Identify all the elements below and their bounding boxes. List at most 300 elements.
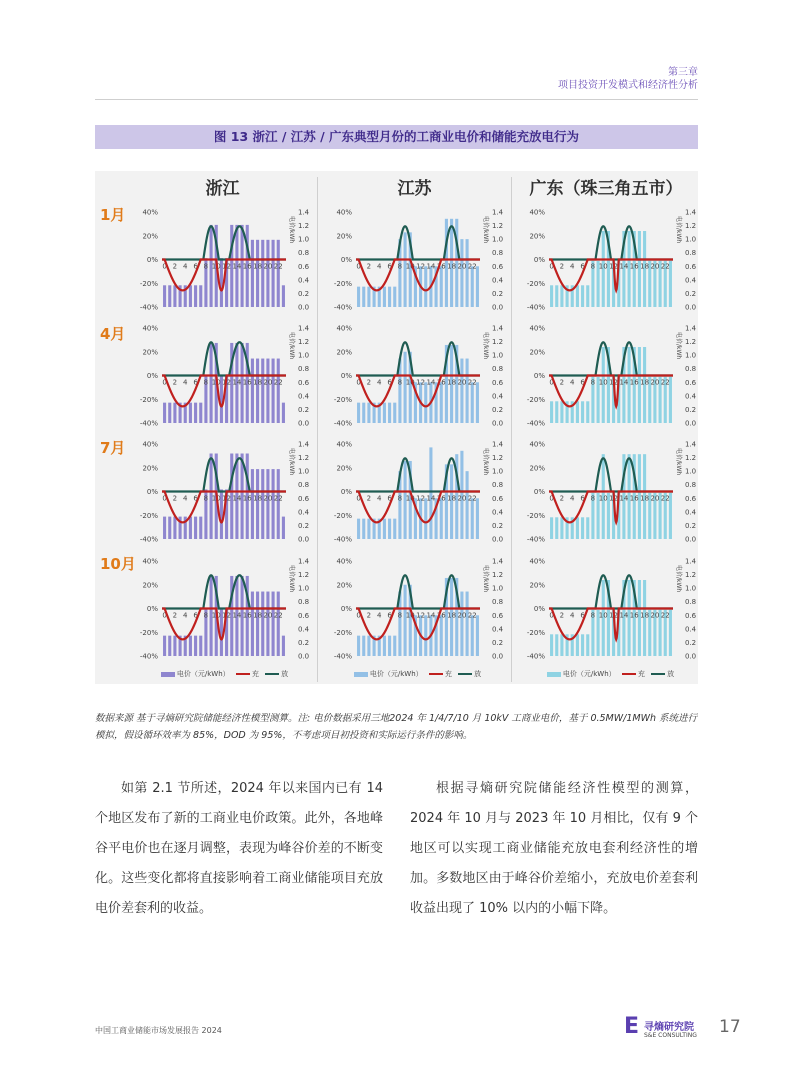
price-bar [440, 382, 443, 423]
y-right-tick-label: 1.2 [298, 338, 310, 347]
y-right-tick-label: 1.0 [298, 235, 310, 244]
discharge-line [549, 342, 673, 375]
y-right-tick-label: 0.2 [298, 638, 310, 647]
price-bar [282, 636, 285, 656]
price-bar [424, 615, 427, 656]
y-right-tick-label: 1.4 [685, 440, 697, 449]
price-bar [581, 517, 584, 539]
price-bar [261, 592, 264, 656]
x-tick-label: 18 [447, 378, 457, 387]
x-tick-label: 10 [598, 611, 608, 620]
y-left-tick-label: -20% [526, 279, 545, 288]
legend-price-swatch [354, 672, 368, 677]
paragraph-text: 根据寻熵研究院储能经济性模型的测算，2024 年 10 月与 2023 年 10 月相比，仅有 9 个地区可以实现工商业储能充放电套利经济性的增加。多数地区由于峰谷价差缩小，充放电价差套利收益出现了 10% 以内的小幅下降。 [410, 781, 698, 916]
y-left-tick-label: -40% [526, 535, 545, 544]
y-left-tick-label: 0% [533, 256, 545, 264]
page-number: 17 [719, 1017, 741, 1037]
price-bar [256, 240, 259, 307]
x-tick-label: 14 [232, 494, 242, 503]
y-right-tick-label: 0.6 [685, 494, 697, 503]
y-right-tick-label: 0.2 [298, 405, 310, 414]
x-tick-label: 20 [650, 611, 660, 620]
legend-guangdong [511, 669, 706, 679]
y-left-tick-label: -40% [333, 419, 352, 428]
y-left-tick-label: -40% [139, 535, 158, 544]
legend-discharge-label: 放 [474, 670, 482, 678]
price-bar [277, 592, 280, 656]
y-left-tick-label: 20% [142, 232, 158, 241]
y-left-tick-label: -20% [333, 628, 352, 637]
y-right-tick-label: 0.0 [492, 652, 504, 661]
legend-charge-swatch [622, 673, 636, 675]
x-tick-label: 0 [162, 262, 167, 271]
y-left-tick-label: 40% [529, 557, 545, 566]
y-left-tick-label: 20% [529, 232, 545, 241]
logo-en-name: S&E CONSULTING [644, 1032, 697, 1039]
y-right-tick-label: 0.8 [685, 598, 697, 607]
price-bar [261, 240, 264, 307]
price-bar [266, 359, 269, 423]
y-right-tick-label: 1.4 [685, 208, 697, 217]
x-tick-label: 0 [356, 262, 361, 271]
y-right-tick-label: 1.0 [685, 235, 697, 244]
x-tick-label: 8 [397, 494, 403, 503]
x-tick-label: 22 [660, 262, 670, 271]
x-tick-label: 12 [609, 262, 619, 271]
price-bar [440, 615, 443, 656]
legend-price-swatch [161, 672, 175, 677]
x-tick-label: 2 [172, 262, 178, 271]
price-bar [362, 287, 365, 307]
chart-浙江-1月 [132, 208, 312, 311]
y-right-tick-label: 1.4 [685, 324, 697, 333]
y-right-tick-label: 0.0 [685, 303, 697, 312]
y-left-tick-label: 20% [529, 464, 545, 473]
price-bar [357, 636, 360, 656]
x-tick-label: 22 [467, 494, 477, 503]
price-bar [282, 285, 285, 307]
figure-title: 图 13 浙江 / 江苏 / 广东典型月份的工商业电价和储能充放电行为 [95, 125, 698, 149]
y-right-axis-label: 电价/kWh [288, 565, 295, 593]
chart-广东-1月 [519, 208, 699, 311]
y-left-tick-label: 20% [529, 348, 545, 357]
y-right-tick-label: 1.4 [492, 440, 504, 449]
y-left-tick-label: -40% [526, 652, 545, 661]
price-bar [476, 266, 479, 307]
price-bar [357, 519, 360, 539]
x-tick-label: 2 [559, 494, 565, 503]
x-tick-label: 6 [580, 611, 585, 620]
chapter-header [558, 66, 698, 92]
chapter-label: 第三章 [668, 67, 698, 78]
y-right-tick-label: 0.0 [492, 303, 504, 312]
price-bar [189, 517, 192, 539]
x-tick-label: 12 [416, 494, 426, 503]
y-right-tick-label: 0.6 [492, 494, 504, 503]
y-right-tick-label: 0.8 [492, 365, 504, 374]
y-right-tick-label: 1.2 [298, 454, 310, 463]
x-tick-label: 14 [232, 262, 242, 271]
x-tick-label: 8 [590, 494, 596, 503]
price-bar [404, 585, 407, 656]
logo-cn-name: 寻熵研究院 [644, 1022, 694, 1033]
y-right-tick-label: 0.0 [685, 535, 697, 544]
x-tick-label: 0 [162, 378, 167, 387]
price-bar [560, 517, 563, 539]
x-tick-label: 0 [162, 611, 167, 620]
x-tick-label: 2 [559, 611, 565, 620]
price-bar [383, 519, 386, 539]
y-right-tick-label: 0.0 [298, 419, 310, 428]
price-bar [560, 634, 563, 656]
x-tick-label: 10 [405, 494, 415, 503]
y-right-axis-label: 电价/kWh [482, 332, 489, 360]
x-tick-label: 2 [366, 494, 372, 503]
chart-浙江-10月 [132, 557, 312, 660]
body-paragraph-right [410, 774, 698, 924]
y-right-axis-label: 电价/kWh [288, 448, 295, 476]
discharge-line [549, 575, 673, 608]
y-left-tick-label: 20% [336, 348, 352, 357]
x-tick-label: 6 [193, 378, 198, 387]
x-tick-label: 2 [366, 611, 372, 620]
price-bar [266, 240, 269, 307]
legend-charge-swatch [429, 673, 443, 675]
x-tick-label: 18 [253, 611, 263, 620]
x-tick-label: 20 [263, 611, 273, 620]
legend-charge-label: 充 [251, 670, 259, 678]
y-right-tick-label: 0.2 [492, 405, 504, 414]
price-bar [550, 634, 553, 656]
chart-广东-7月 [519, 440, 699, 543]
x-tick-label: 4 [377, 611, 382, 620]
x-tick-label: 2 [559, 378, 565, 387]
y-right-tick-label: 1.0 [685, 584, 697, 593]
price-bar [367, 403, 370, 423]
price-bar [440, 266, 443, 307]
x-tick-label: 8 [397, 378, 403, 387]
price-bar [555, 285, 558, 307]
price-bar [471, 498, 474, 539]
y-left-tick-label: -20% [333, 511, 352, 520]
x-tick-label: 20 [457, 378, 467, 387]
header-divider [95, 99, 698, 100]
y-left-tick-label: -20% [526, 628, 545, 637]
y-right-tick-label: 1.4 [298, 440, 310, 449]
y-right-axis-label: 电价/kWh [675, 565, 682, 593]
price-bar [471, 382, 474, 423]
price-bar [189, 403, 192, 423]
y-right-tick-label: 1.2 [685, 454, 697, 463]
x-tick-label: 0 [356, 611, 361, 620]
price-bar [194, 517, 197, 539]
y-left-tick-label: 40% [142, 208, 158, 217]
legend-zhejiang [125, 669, 320, 679]
y-right-tick-label: 0.0 [492, 419, 504, 428]
x-tick-label: 14 [426, 262, 436, 271]
price-bar [251, 469, 254, 539]
y-right-tick-label: 0.6 [492, 262, 504, 271]
y-left-tick-label: -20% [139, 628, 158, 637]
y-right-tick-label: 0.0 [298, 652, 310, 661]
y-left-tick-label: 40% [336, 208, 352, 217]
x-tick-label: 2 [172, 611, 178, 620]
price-bar [466, 592, 469, 656]
y-right-tick-label: 0.4 [492, 508, 504, 517]
price-bar [199, 517, 202, 539]
price-bar [277, 359, 280, 423]
price-bar [256, 359, 259, 423]
price-bar [173, 517, 176, 539]
y-left-tick-label: 20% [336, 581, 352, 590]
x-tick-label: 8 [203, 262, 209, 271]
y-left-tick-label: 40% [529, 440, 545, 449]
x-tick-label: 18 [447, 262, 457, 271]
x-tick-label: 0 [356, 494, 361, 503]
y-right-tick-label: 0.4 [298, 276, 310, 285]
brand-logo [624, 1014, 712, 1044]
y-left-tick-label: 40% [336, 440, 352, 449]
y-left-tick-label: 0% [340, 488, 352, 496]
x-tick-label: 4 [377, 378, 382, 387]
x-tick-label: 2 [366, 378, 372, 387]
x-tick-label: 22 [273, 611, 283, 620]
y-right-tick-label: 0.4 [298, 625, 310, 634]
y-right-tick-label: 0.4 [685, 625, 697, 634]
y-right-tick-label: 0.8 [685, 249, 697, 258]
x-tick-label: 20 [457, 262, 467, 271]
x-tick-label: 12 [609, 494, 619, 503]
y-right-tick-label: 0.0 [298, 303, 310, 312]
legend-discharge-swatch [265, 673, 279, 675]
x-tick-label: 16 [436, 378, 446, 387]
y-left-tick-label: 40% [142, 440, 158, 449]
x-tick-label: 6 [387, 494, 392, 503]
price-bar [555, 401, 558, 423]
y-left-tick-label: -20% [526, 511, 545, 520]
y-right-tick-label: 1.4 [298, 324, 310, 333]
x-tick-label: 4 [183, 378, 188, 387]
price-bar [576, 517, 579, 539]
y-left-tick-label: -40% [526, 419, 545, 428]
y-left-tick-label: -40% [139, 303, 158, 312]
y-right-axis-label: 电价/kWh [482, 216, 489, 244]
x-tick-label: 6 [580, 494, 585, 503]
paragraph-text: 如第 2.1 节所述，2024 年以来国内已有 14 个地区发布了新的工商业电价政策。此外，各地峰谷平电价也在逐月调整，表现为峰谷价差的不断变化。这些变化都将直接影响着工商业储能项目充放电价差套利的收益。 [95, 781, 383, 916]
chart-广东-4月 [519, 324, 699, 427]
price-bar [199, 636, 202, 656]
x-tick-label: 18 [640, 494, 650, 503]
price-bar [367, 636, 370, 656]
y-left-tick-label: 0% [146, 605, 158, 613]
price-bar [555, 517, 558, 539]
y-left-tick-label: 20% [529, 581, 545, 590]
y-right-tick-label: 1.2 [685, 222, 697, 231]
legend-charge-swatch [236, 673, 250, 675]
y-right-tick-label: 1.2 [685, 571, 697, 580]
x-tick-label: 2 [559, 262, 565, 271]
x-tick-label: 16 [436, 611, 446, 620]
y-right-tick-label: 1.2 [298, 571, 310, 580]
x-tick-label: 10 [211, 494, 221, 503]
x-tick-label: 10 [405, 378, 415, 387]
y-left-tick-label: -40% [139, 652, 158, 661]
x-tick-label: 18 [447, 611, 457, 620]
x-tick-label: 12 [416, 262, 426, 271]
y-right-tick-label: 0.4 [685, 508, 697, 517]
x-tick-label: 0 [549, 378, 554, 387]
price-bar [277, 240, 280, 307]
y-right-tick-label: 0.6 [685, 378, 697, 387]
chart-浙江-4月 [132, 324, 312, 427]
price-bar [367, 287, 370, 307]
chart-江苏-4月 [326, 324, 506, 427]
y-left-tick-label: -20% [139, 511, 158, 520]
y-right-axis-label: 电价/kWh [675, 332, 682, 360]
y-left-tick-label: -20% [139, 395, 158, 404]
x-tick-label: 22 [273, 378, 283, 387]
y-left-tick-label: 0% [340, 372, 352, 380]
x-tick-label: 0 [162, 494, 167, 503]
legend-jiangsu [318, 669, 513, 679]
legend-discharge-label: 放 [667, 670, 675, 678]
price-bar [586, 285, 589, 307]
price-bar [550, 401, 553, 423]
price-bar [581, 634, 584, 656]
y-right-tick-label: 0.6 [492, 378, 504, 387]
y-right-tick-label: 0.2 [685, 405, 697, 414]
y-left-tick-label: -40% [526, 303, 545, 312]
y-right-tick-label: 0.8 [298, 365, 310, 374]
y-right-tick-label: 0.4 [492, 625, 504, 634]
y-right-tick-label: 1.0 [492, 467, 504, 476]
column-head-jiangsu: 江苏 [397, 179, 432, 199]
x-tick-label: 18 [253, 378, 263, 387]
body-paragraph-left [95, 774, 383, 924]
y-right-tick-label: 0.6 [492, 611, 504, 620]
price-bar [576, 401, 579, 423]
price-bar [168, 403, 171, 423]
price-bar [367, 519, 370, 539]
y-right-tick-label: 0.0 [492, 535, 504, 544]
x-tick-label: 22 [467, 611, 477, 620]
y-right-tick-label: 1.0 [298, 584, 310, 593]
x-tick-label: 16 [242, 611, 252, 620]
price-bar [163, 636, 166, 656]
y-right-tick-label: 0.4 [298, 508, 310, 517]
column-divider [317, 177, 318, 682]
y-right-tick-label: 1.2 [492, 454, 504, 463]
x-tick-label: 16 [436, 494, 446, 503]
x-tick-label: 16 [629, 494, 639, 503]
price-bar [440, 498, 443, 539]
price-bar [393, 403, 396, 423]
y-right-axis-label: 电价/kWh [675, 216, 682, 244]
price-bar [460, 592, 463, 656]
y-right-tick-label: 1.2 [298, 222, 310, 231]
x-tick-label: 10 [598, 262, 608, 271]
y-right-tick-label: 0.8 [298, 481, 310, 490]
y-right-tick-label: 0.0 [298, 535, 310, 544]
x-tick-label: 12 [416, 378, 426, 387]
x-tick-label: 20 [457, 494, 467, 503]
price-bar [251, 592, 254, 656]
x-tick-label: 14 [619, 611, 629, 620]
x-tick-label: 22 [467, 262, 477, 271]
x-tick-label: 22 [660, 494, 670, 503]
y-left-tick-label: 40% [529, 208, 545, 217]
chart-江苏-7月 [326, 440, 506, 543]
price-bar [393, 519, 396, 539]
x-tick-label: 6 [580, 378, 585, 387]
y-left-tick-label: -40% [139, 419, 158, 428]
price-bar [586, 401, 589, 423]
y-left-tick-label: -40% [333, 535, 352, 544]
price-bar [586, 634, 589, 656]
x-tick-label: 6 [193, 611, 198, 620]
price-bar [383, 287, 386, 307]
y-right-tick-label: 0.8 [298, 598, 310, 607]
y-right-axis-label: 电价/kWh [288, 332, 295, 360]
price-bar [388, 287, 391, 307]
x-tick-label: 18 [640, 378, 650, 387]
y-right-tick-label: 0.2 [685, 638, 697, 647]
x-tick-label: 10 [211, 262, 221, 271]
x-tick-label: 14 [426, 378, 436, 387]
price-bar [256, 592, 259, 656]
price-bar [256, 469, 259, 539]
x-tick-label: 14 [232, 611, 242, 620]
price-bar [424, 498, 427, 539]
legend-discharge-swatch [651, 673, 665, 675]
y-left-tick-label: 20% [336, 464, 352, 473]
y-left-tick-label: 0% [146, 372, 158, 380]
price-bar [277, 469, 280, 539]
price-bar [163, 517, 166, 539]
x-tick-label: 6 [193, 494, 198, 503]
x-tick-label: 4 [183, 611, 188, 620]
x-tick-label: 8 [590, 611, 596, 620]
x-tick-label: 14 [426, 494, 436, 503]
y-left-tick-label: 0% [340, 605, 352, 613]
legend-price-label: 电价（元/kWh） [369, 670, 423, 678]
y-right-tick-label: 0.4 [685, 276, 697, 285]
x-tick-label: 8 [590, 378, 596, 387]
y-right-tick-label: 1.0 [685, 351, 697, 360]
y-right-tick-label: 0.8 [298, 249, 310, 258]
x-tick-label: 6 [387, 262, 392, 271]
price-bar [476, 498, 479, 539]
price-bar [357, 403, 360, 423]
price-bar [199, 285, 202, 307]
x-tick-label: 22 [273, 262, 283, 271]
price-bar [261, 469, 264, 539]
price-bar [388, 403, 391, 423]
price-bar [560, 285, 563, 307]
x-tick-label: 10 [211, 378, 221, 387]
chart-浙江-7月 [132, 440, 312, 543]
price-bar [189, 636, 192, 656]
x-tick-label: 4 [183, 494, 188, 503]
price-bar [272, 469, 275, 539]
y-right-tick-label: 1.4 [298, 557, 310, 566]
x-tick-label: 12 [222, 494, 232, 503]
price-bar [168, 285, 171, 307]
x-tick-label: 6 [193, 262, 198, 271]
y-right-axis-label: 电价/kWh [288, 216, 295, 244]
legend-discharge-swatch [458, 673, 472, 675]
x-tick-label: 8 [203, 494, 209, 503]
